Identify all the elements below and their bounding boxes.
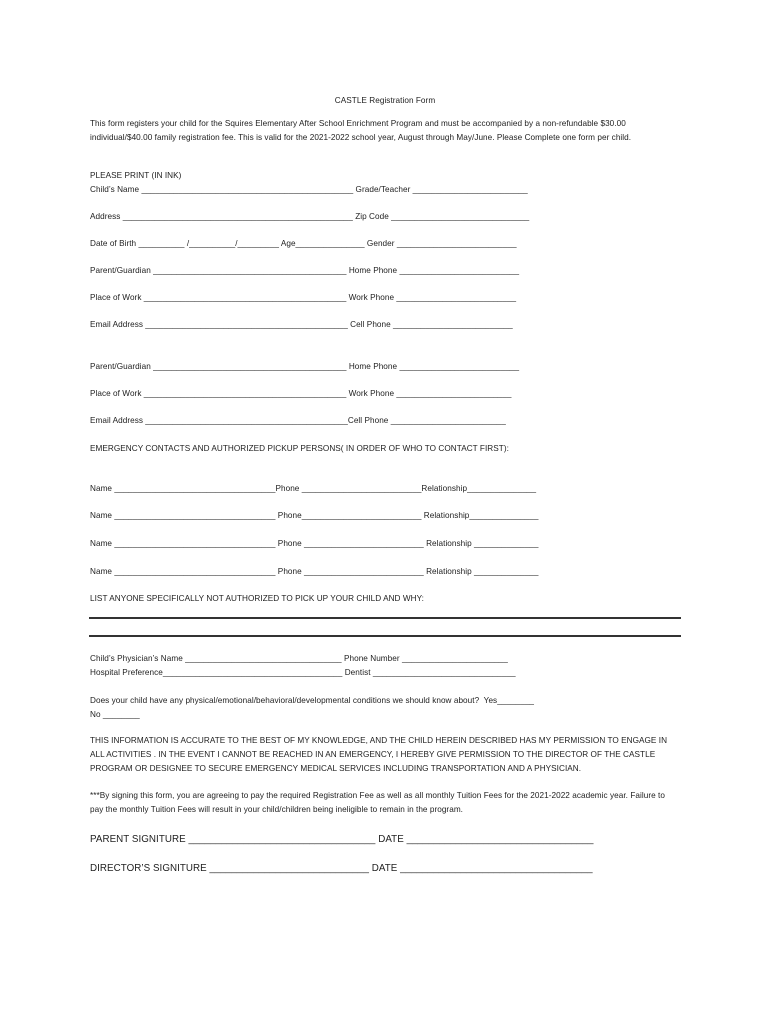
email-address-2-field[interactable]: Email Address ____________________________________________Cell Phone _________________________ bbox=[90, 416, 506, 425]
not-authorized-line-2[interactable] bbox=[89, 635, 681, 637]
address-field[interactable]: Address __________________________________________________ Zip Code ______________________________ bbox=[90, 212, 530, 221]
form-title: CASTLE Registration Form bbox=[334, 96, 436, 105]
hospital-preference-field[interactable]: Hospital Preference_______________________________________ Dentist _______________________________ bbox=[90, 668, 516, 677]
emergency-contacts-heading: EMERGENCY CONTACTS AND AUTHORIZED PICKUP PERSONS( IN ORDER OF WHO TO CONTACT FIRST): bbox=[90, 444, 509, 453]
emergency-contact-row[interactable]: Name ___________________________________Phone __________________________Relationship_______________ bbox=[90, 484, 537, 493]
emergency-contact-row[interactable]: Name ___________________________________ Phone __________________________ Relationship ______________ bbox=[90, 539, 539, 548]
place-of-work-1-field[interactable]: Place of Work ____________________________________________ Work Phone __________________________ bbox=[90, 293, 517, 302]
not-authorized-line-1[interactable] bbox=[89, 617, 681, 619]
authorization-statement: THIS INFORMATION IS ACCURATE TO THE BEST OF MY KNOWLEDGE, AND THE CHILD HEREIN DESCRIBED HAS MY PERMISSION TO ENGAGE IN ALL ACTIVITIES . IN THE EVENT I CANNOT BE REACHED IN AN EMERGENCY, I HEREBY GIVE PERMISSION TO THE DIRECTOR OF THE CASTLE PROGRAM OR DESIGNEE TO SECURE EMERGENCY MEDICAL SERVICES INCLUDING TRANSPORTATION AND A PHYSICIAN. bbox=[90, 736, 668, 773]
fees-agreement: ***By signing this form, you are agreeing to pay the required Registration Fee as well as all monthly Tuition Fees for the 2021-2022 academic year. Failure to pay the monthly Tuition Fees will result in your child/children being ineligible to remain in the program. bbox=[90, 791, 665, 814]
email-address-1-field[interactable]: Email Address ____________________________________________ Cell Phone __________________________ bbox=[90, 320, 513, 329]
parent-signature-field[interactable]: PARENT SIGNITURE __________________________________ DATE __________________________________ bbox=[90, 834, 594, 845]
print-note: PLEASE PRINT (IN INK) bbox=[90, 171, 182, 180]
physician-field[interactable]: Child’s Physician’s Name __________________________________ Phone Number _______________________ bbox=[90, 654, 508, 663]
director-signature-field[interactable]: DIRECTOR’S SIGNITURE _____________________________ DATE ___________________________________ bbox=[90, 863, 593, 874]
conditions-question[interactable]: Does your child have any physical/emotional/behavioral/developmental conditions we should know about? Yes________ bbox=[90, 696, 535, 705]
place-of-work-2-field[interactable]: Place of Work ____________________________________________ Work Phone _________________________ bbox=[90, 389, 512, 398]
conditions-no-field[interactable]: No ________ bbox=[90, 710, 140, 719]
emergency-contact-row[interactable]: Name ___________________________________ Phone __________________________ Relationship ______________ bbox=[90, 567, 539, 576]
intro-paragraph: This form registers your child for the Squires Elementary After School Enrichment Program and must be accompanied by a non-refundable $30.00 individual/$40.00 family registration fee. This is valid for the 2021-2022 school year, August through May/June. Please Complete one form per child. bbox=[90, 119, 632, 142]
parent-guardian-1-field[interactable]: Parent/Guardian __________________________________________ Home Phone __________________________ bbox=[90, 266, 520, 275]
date-of-birth-field[interactable]: Date of Birth __________ /__________/_________ Age_______________ Gender __________________________ bbox=[90, 239, 517, 248]
not-authorized-heading: LIST ANYONE SPECIFICALLY NOT AUTHORIZED TO PICK UP YOUR CHILD AND WHY: bbox=[90, 594, 424, 603]
emergency-contact-row[interactable]: Name ___________________________________ Phone__________________________ Relationship_______________ bbox=[90, 511, 539, 520]
child-name-field[interactable]: Child’s Name ______________________________________________ Grade/Teacher _________________________ bbox=[90, 185, 528, 194]
parent-guardian-2-field[interactable]: Parent/Guardian __________________________________________ Home Phone __________________________ bbox=[90, 362, 520, 371]
